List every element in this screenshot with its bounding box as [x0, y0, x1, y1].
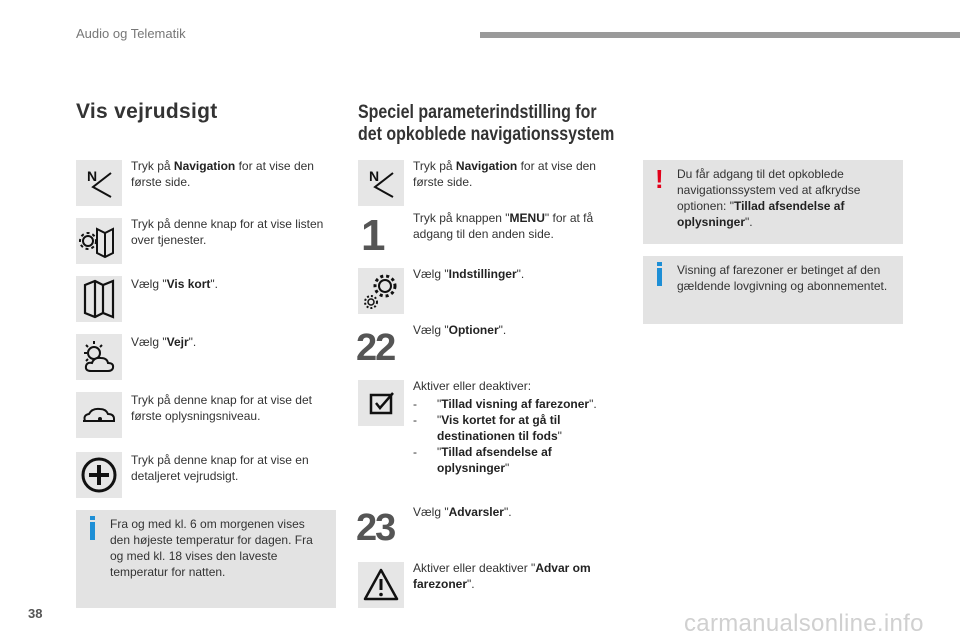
settings-icon-box: [358, 268, 404, 314]
item-dash: -: [413, 397, 417, 411]
map-icon: [79, 279, 119, 319]
info-icon: [657, 268, 662, 286]
step-number-1: 1: [361, 211, 386, 260]
navigation-icon: [81, 165, 117, 201]
header-title: Audio og Telematik: [76, 26, 186, 41]
navigation-icon-box: [76, 160, 122, 206]
svg-text:N: N: [87, 168, 98, 184]
left-step-6: Tryk på denne knap for at vise en detaljeret vejrudsigt.: [131, 453, 309, 483]
right-section-title: [358, 102, 618, 146]
svg-text:N: N: [369, 168, 380, 184]
item-dash: -: [413, 445, 417, 459]
warning-note: [643, 160, 903, 244]
right-step-2: Tryk på knappen "MENU" for at få adgang til den anden side.: [413, 211, 594, 241]
map-icon-box: [76, 276, 122, 322]
plus-icon-box: [76, 452, 122, 498]
left-step-5: Tryk på denne knap for at vise det første oplysningsniveau.: [131, 393, 312, 423]
right-title-line-2: det opkoblede navigationssystem: [358, 124, 615, 145]
left-step-1: Tryk på Navigation for at vise den første side.: [131, 159, 314, 189]
warning-triangle-icon: [362, 566, 400, 604]
left-step-4: Vælg "Vejr".: [131, 335, 197, 349]
settings-gears-icon: [361, 271, 401, 311]
navigation-icon-box-right: [358, 160, 404, 206]
services-icon-box: [76, 218, 122, 264]
toggle-intro: Aktiver eller deaktiver:: [413, 379, 532, 393]
info-icon-dot: [657, 262, 662, 266]
step-number-23: 23: [356, 507, 395, 549]
right-step-5: [413, 378, 618, 476]
warning-exclamation-icon: !: [655, 164, 664, 194]
info-icon-dot: [90, 516, 95, 520]
right-step-3: Vælg "Indstillinger".: [413, 267, 525, 281]
weather-icon-box: [76, 334, 122, 380]
warning-triangle-icon-box: [358, 562, 404, 608]
right-title-line-1: Speciel parameterindstilling for: [358, 102, 597, 123]
left-step-2: Tryk på denne knap for at vise listen over tjenester.: [131, 217, 324, 247]
step-number-22: 22: [356, 327, 395, 369]
toggle-item-1: - "Tillad visning af farezoner".: [413, 397, 597, 411]
right-step-7: Aktiver eller deaktiver "Advar om farezoner".: [413, 561, 591, 591]
item-dash: -: [413, 413, 417, 427]
warning-text: Du får adgang til det opkoblede navigationssystem ved at afkrydse optionen: "Tillad afsendelse af oplysninger".: [677, 167, 861, 229]
watermark: carmanualsonline.info: [684, 610, 924, 637]
left-section-title: Vis vejrudsigt: [76, 100, 218, 123]
danger-zones-info-note: [643, 256, 903, 324]
right-step-6: Vælg "Advarsler".: [413, 505, 512, 519]
right-step-4: Vælg "Optioner".: [413, 323, 507, 337]
checkbox-icon-box: [358, 380, 404, 426]
header-bar: [480, 32, 960, 38]
checkbox-icon: [363, 385, 399, 421]
weather-icon: [79, 337, 119, 377]
right-step-1: Tryk på Navigation for at vise den første side.: [413, 159, 596, 189]
info-icon: [90, 522, 95, 540]
toggle-item-3: - "Tillad afsendelse af oplysninger": [413, 445, 552, 475]
navigation-icon: [363, 165, 399, 201]
left-step-3: Vælg "Vis kort".: [131, 277, 219, 291]
toggle-item-2: - "Vis kortet for at gå til destinationen til fods": [413, 413, 562, 443]
plus-icon: [79, 455, 119, 495]
temperature-info-note: [76, 510, 336, 608]
page-number: 38: [28, 606, 43, 621]
cloud-icon-box: [76, 392, 122, 438]
temperature-info-text: Fra og med kl. 6 om morgenen vises den højeste temperatur for dagen. Fra og med kl. 18 vises den laveste temperatur for natten.: [110, 517, 313, 579]
cloud-icon: [79, 395, 119, 435]
services-list-icon: [79, 221, 119, 261]
danger-zones-info-text: Visning af farezoner er betinget af den gældende lovgivning og abonnementet.: [677, 263, 888, 293]
